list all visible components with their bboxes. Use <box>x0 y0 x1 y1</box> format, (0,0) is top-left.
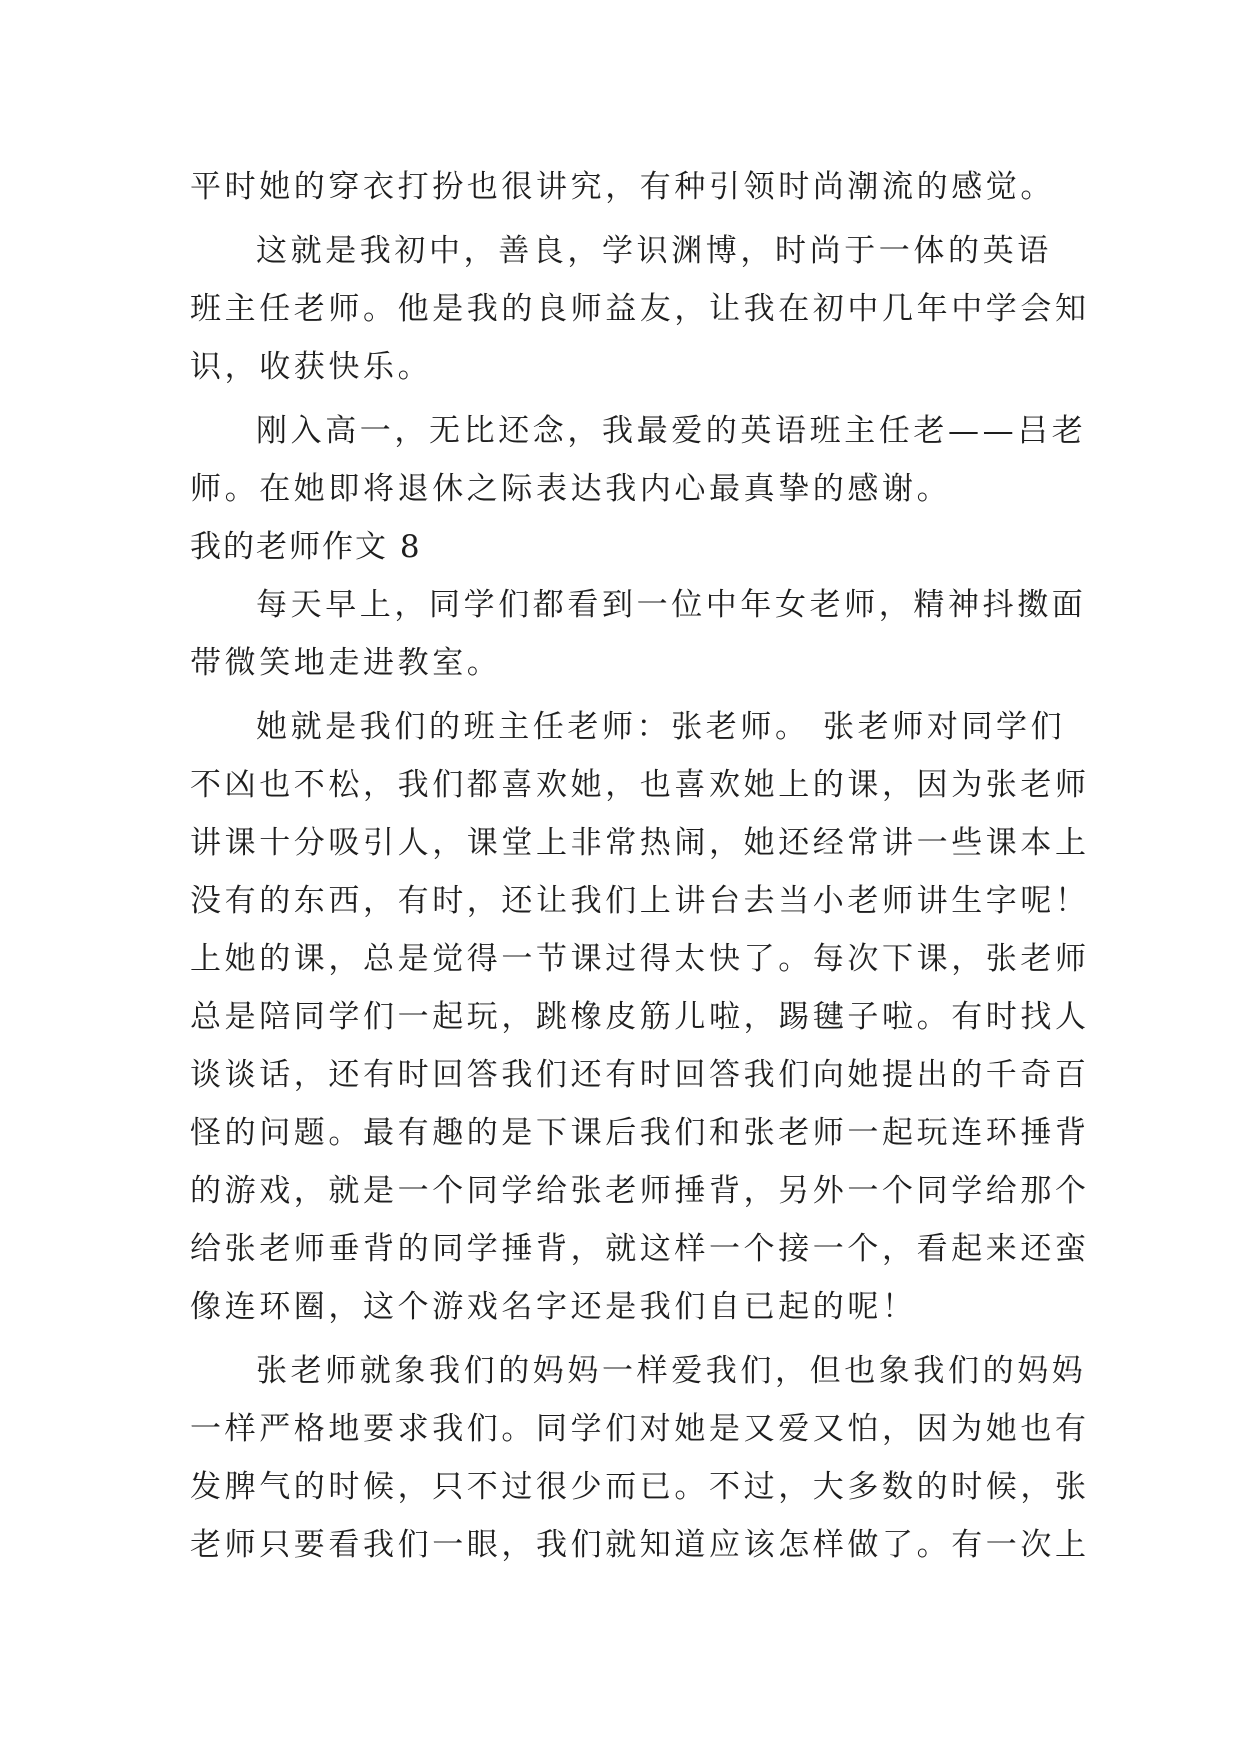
text-line: 总是陪同学们一起玩，跳橡皮筋儿啦，踢毽子啦。有时找人 <box>190 999 1090 1035</box>
text-line: 带微笑地走进教室。 <box>190 645 502 681</box>
paragraph-start-line: 这就是我初中，善良，学识渊博，时尚于一体的英语 <box>256 233 1052 269</box>
paragraph-start-line: 张老师就象我们的妈妈一样爱我们，但也象我们的妈妈 <box>256 1353 1087 1389</box>
text-line: 没有的东西，有时，还让我们上讲台去当小老师讲生字呢！ <box>190 883 1090 919</box>
text-line: 老师只要看我们一眼，我们就知道应该怎样做了。有一次上 <box>190 1527 1090 1563</box>
paragraph-start-line: 刚入高一，无比还念，我最爱的英语班主任老——吕老 <box>256 413 1087 449</box>
text-line: 班主任老师。他是我的良师益友，让我在初中几年中学会知 <box>190 291 1090 327</box>
text-line: 像连环圈，这个游戏名字还是我们自已起的呢！ <box>190 1289 917 1325</box>
document-body <box>190 158 1090 1574</box>
text-line: 识，收获快乐。 <box>190 349 433 385</box>
paragraph-start-line: 每天早上，同学们都看到一位中年女老师，精神抖擞面 <box>256 587 1087 623</box>
text-line: 一样严格地要求我们。同学们对她是又爱又怕，因为她也有 <box>190 1411 1090 1447</box>
text-line: 不凶也不松，我们都喜欢她，也喜欢她上的课，因为张老师 <box>190 767 1090 803</box>
text-line: 发脾气的时候，只不过很少而已。不过，大多数的时候，张 <box>190 1469 1090 1505</box>
paragraph-start-line: 她就是我们的班主任老师：张老师。 张老师对同学们 <box>256 709 1066 745</box>
text-line: 师。在她即将退休之际表达我内心最真挚的感谢。 <box>190 471 952 507</box>
text-line: 上她的课，总是觉得一节课过得太快了。每次下课，张老师 <box>190 941 1090 977</box>
text-line: 怪的问题。最有趣的是下课后我们和张老师一起玩连环捶背 <box>190 1115 1090 1151</box>
text-line: 谈谈话，还有时回答我们还有时回答我们向她提出的千奇百 <box>190 1057 1090 1093</box>
text-line: 给张老师垂背的同学捶背，就这样一个接一个，看起来还蛮 <box>190 1231 1090 1267</box>
text-line: 平时她的穿衣打扮也很讲究，有种引领时尚潮流的感觉。 <box>190 169 1055 205</box>
section-heading: 我的老师作文 8 <box>190 529 422 565</box>
text-line: 讲课十分吸引人，课堂上非常热闹，她还经常讲一些课本上 <box>190 825 1090 861</box>
text-line: 的游戏，就是一个同学给张老师捶背，另外一个同学给那个 <box>190 1173 1090 1209</box>
